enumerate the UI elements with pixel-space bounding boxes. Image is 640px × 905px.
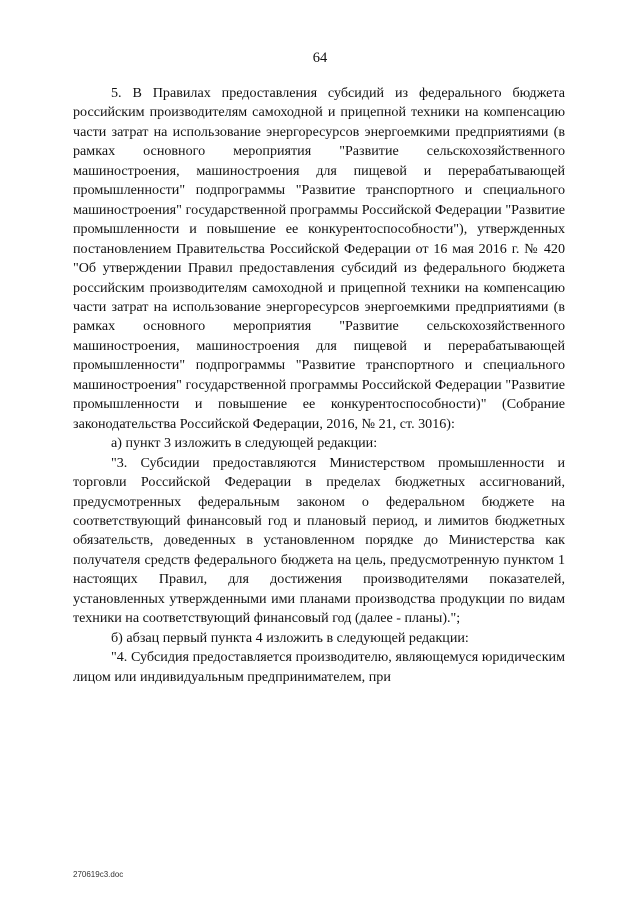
paragraph-clause-3: "3. Субсидии предоставляются Министерством промышленности и торговли Российской Федерации в пределах бюджетных ассигнований, предусмотренных федеральным законом о федеральном бюджете на соответствующий финансовый год и плановый период, и лимитов бюджетных обязательств, доведенных в установленном порядке до Министерства как получателя средств федерального бюджета на цель, предусмотренную пунктом 1 настоящих Правил, для достижения производителями показателей, установленных утвержденными ими планами производства продукции по видам техники на соответствующий финансовый год (далее - планы)."; xyxy=(73,454,565,627)
paragraph-subitem-a: а) пункт 3 изложить в следующей редакции: xyxy=(111,435,378,452)
paragraph-item-5: 5. В Правилах предоставления субсидий из федерального бюджета российским производителям самоходной и прицепной техники на компенсацию части затрат на использование энергоресурсов энергоемкими предприятиями (в рамках основного мероприятия "Развитие сельскохозяйственного машиностроения, машиностроения для пищевой и перерабатывающей промышленности" подпрограммы "Развитие транспортного и специального машиностроения" государственной программы Российской Федерации "Развитие промышленности и повышение ее конкурентоспособности"), утвержденных постановлением Правительства Российской Федерации от 16 мая 2016 г. № 420 "Об утверждении Правил предоставления субсидий из федерального бюджета российским производителям самоходной и прицепной техники на компенсацию части затрат на использование энергоресурсов энергоемкими предприятиями (в рамках основного мероприятия "Развитие сельскохозяйственного машиностроения, машиностроения для пищевой и перерабатывающей промышленности" подпрограммы "Развитие транспортного и специального машиностроения" государственной программы Российской Федерации "Развитие промышленности и повышение ее конкурентоспособности)" (Собрание законодательства Российской Федерации, 2016, № 21, ст. 3016): xyxy=(73,85,565,432)
paragraph-subitem-b: б) абзац первый пункта 4 изложить в следующей редакции: xyxy=(111,629,469,646)
paragraph-clause-4: "4. Субсидия предоставляется производителю, являющемуся юридическим лицом или индивидуальным предпринимателем, при xyxy=(73,649,565,685)
page-number: 64 xyxy=(312,50,328,66)
document-body xyxy=(73,84,565,687)
footer-filename: 270619с3.doc xyxy=(73,870,124,879)
